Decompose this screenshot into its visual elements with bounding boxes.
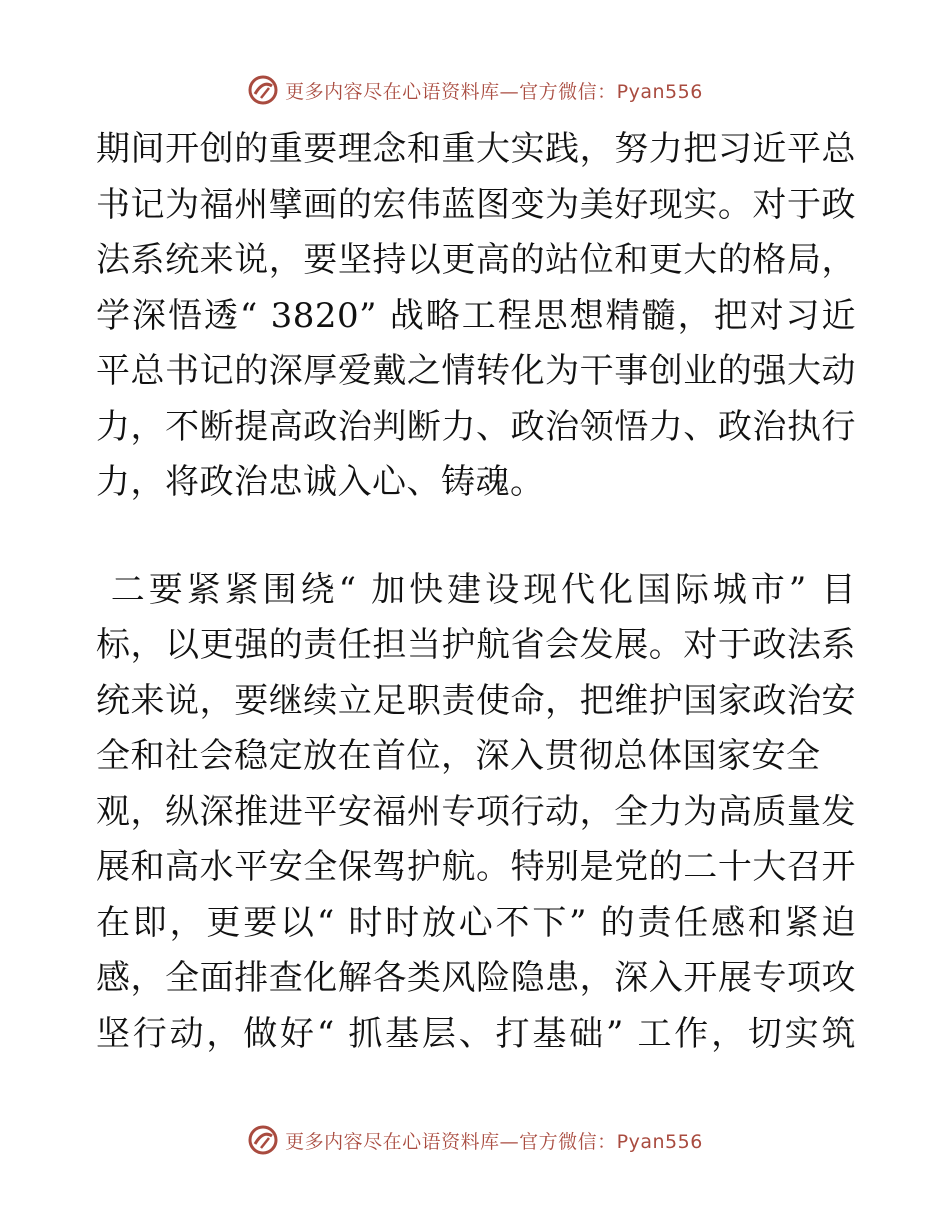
text-line: 展和高水平安全保驾护航。特别是党的二十大召开 (96, 847, 856, 887)
seal-logo-icon (247, 1124, 279, 1156)
text-line: 平总书记的深厚爱戴之情转化为干事创业的强大动 (96, 351, 856, 391)
paragraph-1 (96, 122, 856, 511)
text-line: 全和社会稳定放在首位，深入贯彻总体国家安全 (96, 736, 821, 776)
document-body (96, 122, 856, 1062)
text-line: 力，将政治忠诚入心、铸魂。 (96, 462, 545, 502)
footer-wechat-id: Pyan556 (616, 1130, 703, 1153)
text-line: 感，全面排查化解各类风险隐患，深入开展专项攻 (96, 958, 856, 998)
footer-banner-label: 更多内容尽在心语资料库—官方微信： (285, 1130, 617, 1153)
text-line: 法系统来说，要坚持以更高的站位和更大的格局， (96, 240, 856, 280)
text-line: 书记为福州擘画的宏伟蓝图变为美好现实。对于政 (96, 184, 856, 225)
text-line: 统来说，要继续立足职责使命，把维护国家政治安 (96, 680, 856, 721)
text-line: 力，不断提高政治判断力、政治领悟力、政治执行 (96, 406, 856, 447)
text-line: 标，以更强的责任担当护航省会发展。对于政法系 (96, 625, 856, 665)
text-line: 在即，更要以“ 时时放心不下” 的责任感和紧迫 (96, 902, 856, 943)
header-banner-label: 更多内容尽在心语资料库—官方微信： (285, 80, 617, 103)
text-line: 二要紧紧围绕“ 加快建设现代化国际城市” 目 (96, 569, 856, 610)
header-banner (0, 70, 950, 110)
text-line: 坚行动，做好“ 抓基层、打基础” 工作，切实筑 (96, 1013, 856, 1054)
paragraph-spacer (96, 511, 856, 563)
text-line: 期间开创的重要理念和重大实践，努力把习近平总 (96, 129, 856, 169)
text-line: 观，纵深推进平安福州专项行动，全力为高质量发 (96, 791, 856, 832)
footer-banner-text (285, 1127, 703, 1154)
footer-banner (0, 1120, 950, 1160)
header-banner-text (285, 77, 703, 104)
text-line: 学深悟透“ 3820” 战略工程思想精髓，把对习近 (96, 295, 856, 336)
header-wechat-id: Pyan556 (616, 80, 703, 103)
paragraph-2 (96, 563, 856, 1063)
seal-logo-icon (247, 74, 279, 106)
